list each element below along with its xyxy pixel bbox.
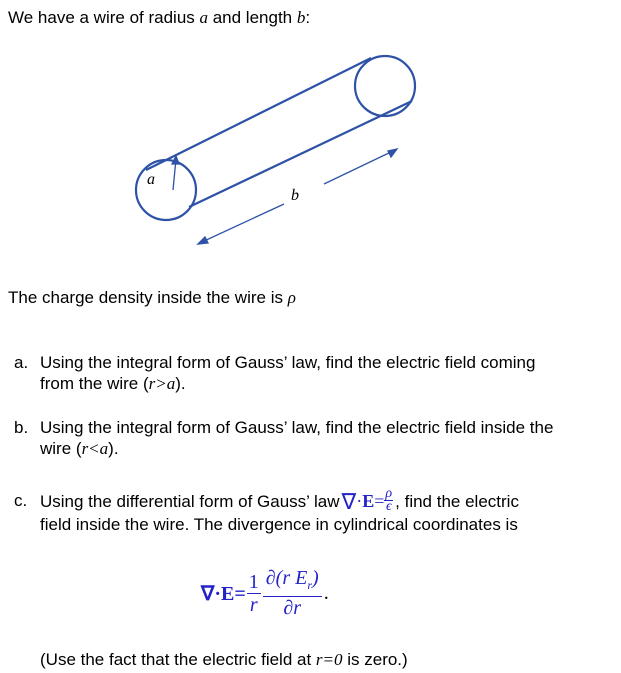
item-b-marker: b. [14,418,29,437]
far-end-circle [355,56,415,116]
intro-prefix: We have a wire of radius [8,8,200,27]
item-a-line1: Using the integral form of Gauss’ law, find the electric field coming [40,353,536,372]
item-b-line2: wire (r<a). [40,439,119,458]
item-c-marker: c. [14,491,28,510]
radius-variable: a [199,8,208,27]
rho-over-epsilon: $\frac{\rho}{\epsilon}$ [385,486,393,514]
length-arrow-right [324,151,393,184]
length-arrowhead-left [198,237,208,244]
fraction-one-over-r: $\frac{1}{r}$ [248,570,259,616]
cylinder-top-edge [146,58,371,170]
length-arrowhead-right [388,149,397,157]
wire-diagram [0,0,621,280]
charge-density-line [8,287,296,308]
condition-r-gt-a: r>a [148,374,176,393]
intro-suffix: : [305,8,311,27]
nabla-symbol: ∇ [341,489,357,514]
note-line: (Use the fact that the electric field at r=0 is zero.) [40,650,408,669]
radius-label: a [147,171,155,188]
item-a-line2: from the wire (r>a). [40,374,186,393]
charge-prefix: The charge density inside the wire is [8,288,288,307]
item-c-line1: Using the differential form of Gauss’ law ∇ · E = $\frac{\rho}{\epsilon}$ , find the electric [40,486,519,514]
rho-symbol: ρ [287,288,296,307]
fraction-partial: ∂(r $E_r$) ∂r [263,567,322,619]
near-end-circle [136,160,196,220]
condition-r-lt-a: r<a [81,439,109,458]
condition-r-zero: r=0 [315,650,343,669]
gauss-law-equation: ∇ · E = $\frac{\rho}{\epsilon}$ [341,486,393,514]
length-variable: b [296,8,306,27]
item-c-line2: field inside the wire. The divergence in cylindrical coordinates is [40,515,518,534]
length-label: b [291,187,299,204]
length-arrow-left [202,204,284,242]
divergence-lhs: ∇·E= [201,582,246,605]
cylinder-bottom-edge [189,101,412,207]
item-b-line1: Using the integral form of Gauss’ law, find the electric field inside the [40,418,554,437]
intro-middle: and length [208,8,297,27]
item-a-marker: a. [14,353,29,372]
divergence-equation: ∇·E= $\frac{1}{r}$ ∂(r $E_r$) ∂r . [201,567,329,619]
